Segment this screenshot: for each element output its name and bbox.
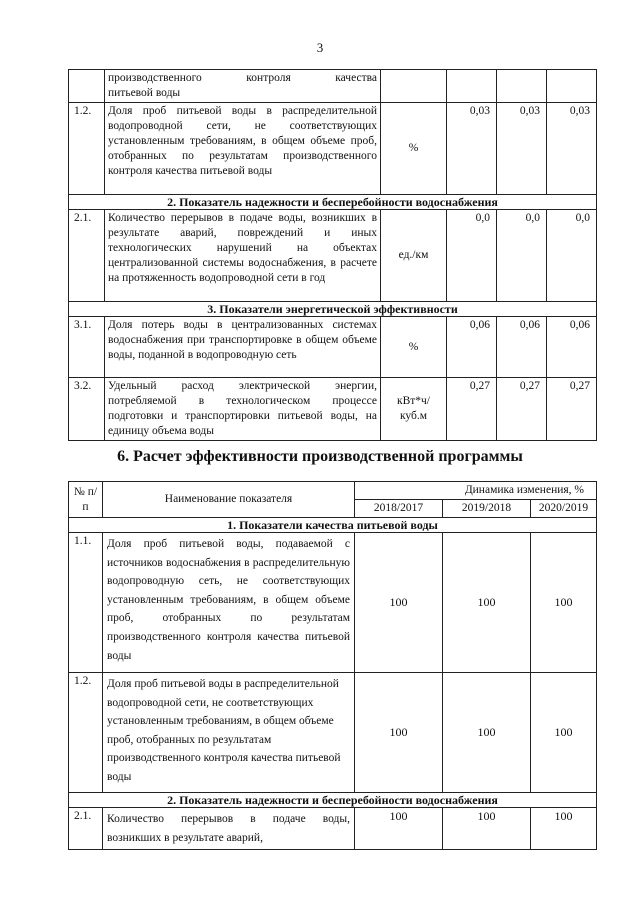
year-header: 2018/2017 — [355, 500, 443, 518]
indicator-name: Доля проб питьевой воды в распределительной водопроводной сети, не соответствующих установленным требованиям, в общем объеме проб, отобранных по результатам производственного контроля качества питьевой воды — [105, 103, 381, 195]
indicator-name: Доля проб питьевой воды в распределительной водопроводной сети, не соответствующих установленным требованиям, в общем объеме проб, отобранных по результатам производственного контроля качества питьевой воды — [103, 673, 355, 793]
name-column-header: Наименование показателя — [103, 482, 355, 518]
unit-cell: % — [381, 317, 447, 378]
row-number: 1.1. — [69, 533, 103, 673]
table-row — [69, 70, 597, 103]
value-cell: 0,27 — [497, 378, 547, 441]
number-column-header: № п/п — [69, 482, 103, 518]
row-number: 2.1. — [69, 210, 105, 302]
table-row — [69, 533, 597, 673]
indicator-name: Количество перерывов в подаче воды, возникших в результате аварий, повреждений и иных технологических нарушений на объектах централизованной системы водоснабжения, в расчете на протяженность водопроводной сети в год — [105, 210, 381, 302]
unit-cell: % — [381, 103, 447, 195]
row-number: 2.1. — [69, 808, 103, 850]
section-row — [69, 518, 597, 533]
indicator-name: Количество перерывов в подаче воды, возникших в результате аварий, — [103, 808, 355, 850]
dynamics-value: 100 — [355, 808, 443, 850]
value-cell: 0,0 — [547, 210, 597, 302]
section-heading: 1. Показатели качества питьевой воды — [69, 518, 597, 533]
header-row — [69, 482, 597, 500]
row-number: 1.2. — [69, 103, 105, 195]
value-cell: 0,27 — [447, 378, 497, 441]
section-heading: 2. Показатель надежности и бесперебойности водоснабжения — [69, 195, 597, 210]
dynamics-header: Динамика изменения, % — [355, 482, 597, 500]
unit-cell: ед./км — [381, 210, 447, 302]
efficiency-table — [68, 481, 597, 850]
indicator-name: Доля потерь воды в централизованных системах водоснабжения при транспортировке в общем объеме воды, поданной в водопроводную сеть — [105, 317, 381, 378]
value-cell: 0,06 — [547, 317, 597, 378]
table-row — [69, 673, 597, 793]
unit-cell: кВт*ч/ куб.м — [381, 378, 447, 441]
table-row — [69, 378, 597, 441]
row-number: 1.2. — [69, 673, 103, 793]
dynamics-value: 100 — [355, 673, 443, 793]
value-cell: 0,03 — [547, 103, 597, 195]
dynamics-value: 100 — [355, 533, 443, 673]
section-6-title: 6. Расчет эффективности производственной программы — [117, 448, 523, 465]
section-row — [69, 195, 597, 210]
table-row — [69, 317, 597, 378]
row-number: 3.2. — [69, 378, 105, 441]
table-row — [69, 808, 597, 850]
page-number: 3 — [316, 40, 324, 55]
section-row — [69, 302, 597, 317]
year-header: 2020/2019 — [531, 500, 597, 518]
dynamics-value: 100 — [443, 533, 531, 673]
indicator-name: Удельный расход электрической энергии, потребляемой в технологическом процессе подготовки и транспортировки питьевой воды, на единицу объема воды — [105, 378, 381, 441]
dynamics-value: 100 — [531, 673, 597, 793]
cont-line-2: питьевой воды — [108, 87, 181, 99]
section-heading: 3. Показатели энергетической эффективности — [69, 302, 597, 317]
value-cell: 0,03 — [447, 103, 497, 195]
dynamics-value: 100 — [531, 533, 597, 673]
value-cell: 0,06 — [497, 317, 547, 378]
dynamics-value: 100 — [443, 808, 531, 850]
value-cell: 0,0 — [447, 210, 497, 302]
value-cell: 0,0 — [497, 210, 547, 302]
year-header: 2019/2018 — [443, 500, 531, 518]
table-row — [69, 103, 597, 195]
indicator-name: Доля проб питьевой воды, подаваемой с источников водоснабжения в распределительную водопроводную сеть, не соответствующих установленным требованиям, в общем объеме проб, отобранных по результатам производственного контроля качества питьевой воды — [103, 533, 355, 673]
table-row — [69, 210, 597, 302]
section-heading: 2. Показатель надежности и бесперебойности водоснабжения — [69, 793, 597, 808]
cont-line-1: производственного контроля качества — [108, 72, 377, 84]
row-number: 3.1. — [69, 317, 105, 378]
indicators-table — [68, 69, 597, 441]
dynamics-value: 100 — [443, 673, 531, 793]
value-cell: 0,27 — [547, 378, 597, 441]
dynamics-value: 100 — [531, 808, 597, 850]
value-cell: 0,03 — [497, 103, 547, 195]
value-cell: 0,06 — [447, 317, 497, 378]
section-row — [69, 793, 597, 808]
